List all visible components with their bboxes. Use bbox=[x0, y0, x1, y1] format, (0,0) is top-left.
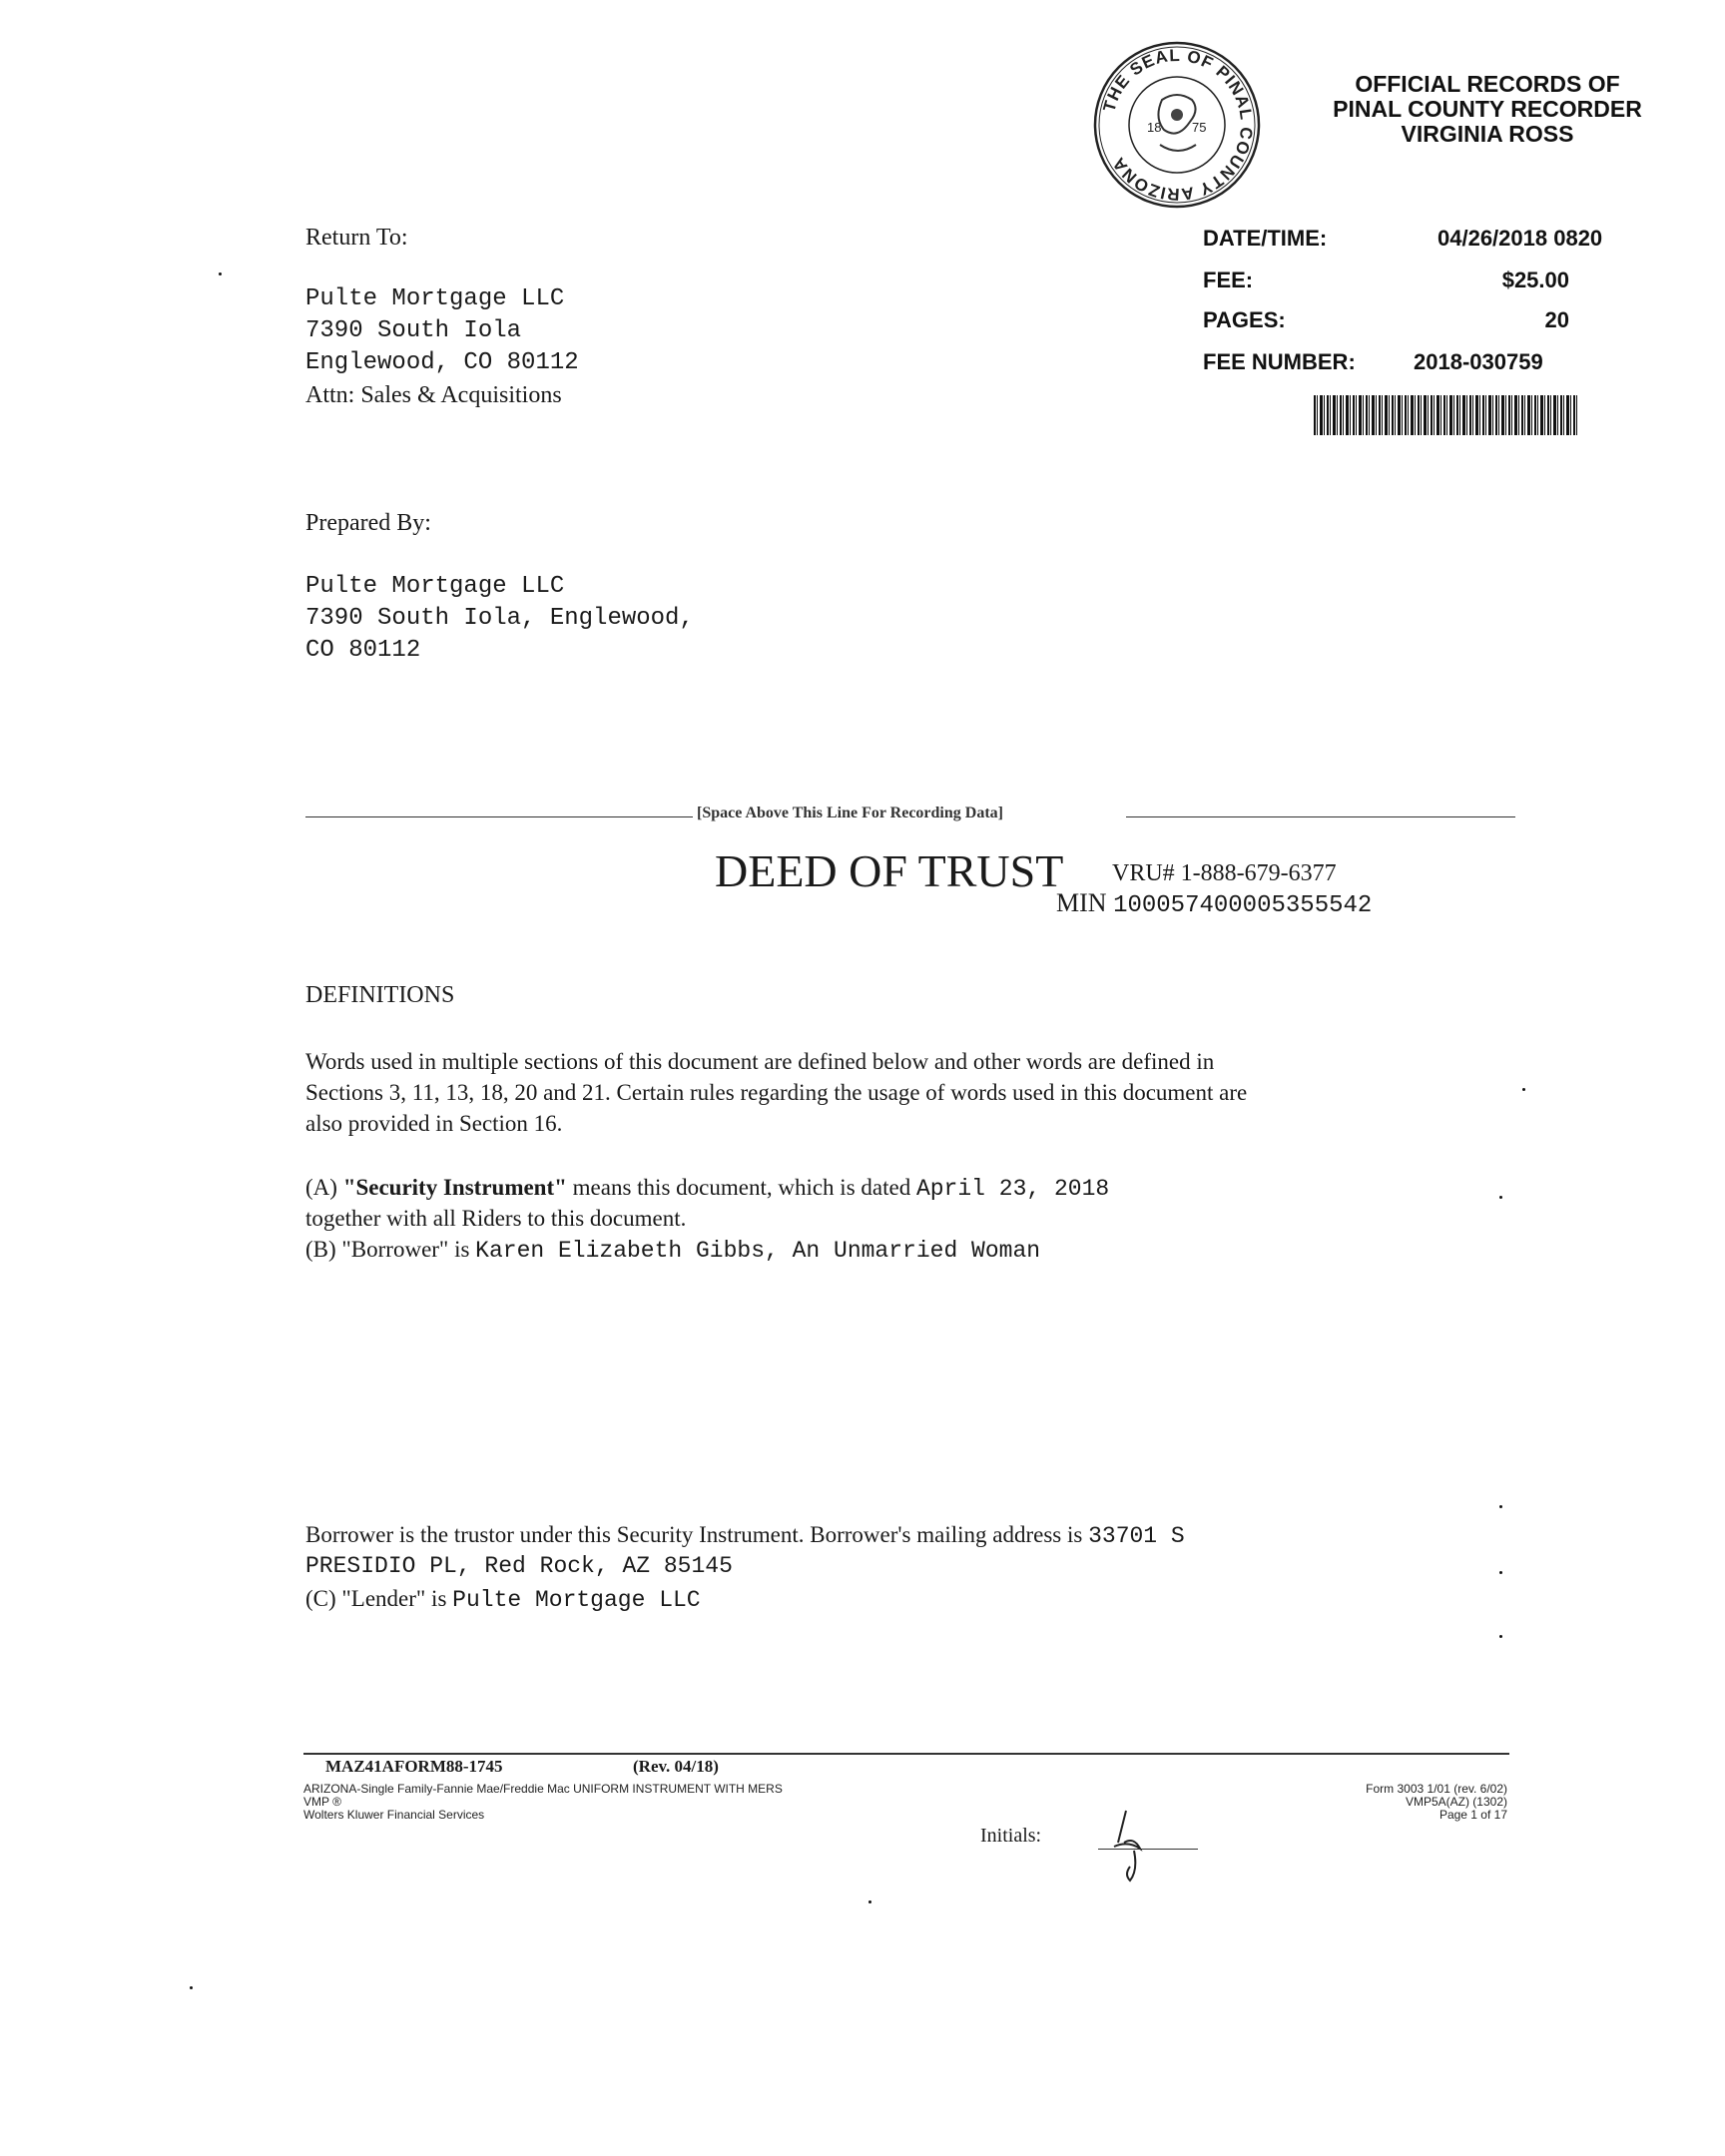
pages-value: 20 bbox=[1544, 307, 1569, 332]
scan-speck bbox=[1499, 1571, 1502, 1574]
footer-right-line-2: VMP5A(AZ) (1302) bbox=[1405, 1795, 1507, 1809]
deed-title: DEED OF TRUST bbox=[715, 845, 1064, 896]
barcode bbox=[1314, 395, 1577, 435]
recording-line-left bbox=[305, 816, 693, 817]
recording-line-right bbox=[1126, 816, 1515, 817]
recorder-title-line-3: VIRGINIA ROSS bbox=[1401, 121, 1574, 147]
scan-speck bbox=[868, 1900, 871, 1903]
definition-a-term: "Security Instrument" bbox=[342, 1175, 567, 1200]
datetime-value: 04/26/2018 0820 bbox=[1438, 226, 1603, 251]
definition-a-line-2: together with all Riders to this document. bbox=[305, 1206, 687, 1231]
definition-c-prefix: (C) "Lender" is bbox=[305, 1586, 453, 1611]
recorder-title-line-1: OFFICIAL RECORDS OF bbox=[1355, 71, 1620, 97]
county-seal bbox=[1092, 40, 1262, 210]
definition-b-prefix: (B) "Borrower" is bbox=[305, 1237, 476, 1262]
definitions-heading: DEFINITIONS bbox=[305, 982, 455, 1008]
trustor-text: Borrower is the trustor under this Security Instrument. Borrower's mailing address is bbox=[305, 1522, 1089, 1547]
prepared-by-line-1: Pulte Mortgage LLC bbox=[305, 573, 565, 600]
footer-line-1: ARIZONA-Single Family-Fannie Mae/Freddie Mac UNIFORM INSTRUMENT WITH MERS bbox=[303, 1782, 783, 1796]
min-line bbox=[1056, 888, 1372, 919]
trustor-address-1: 33701 S bbox=[1088, 1523, 1185, 1549]
footer-rev: (Rev. 04/18) bbox=[633, 1757, 719, 1776]
definition-a-prefix: (A) bbox=[305, 1175, 343, 1200]
footer-line-2: VMP ® bbox=[303, 1795, 341, 1809]
scan-speck bbox=[190, 1986, 193, 1989]
fee-label: FEE: bbox=[1203, 268, 1254, 292]
trustor-statement bbox=[305, 1519, 1185, 1552]
definition-a-date: April 23, 2018 bbox=[915, 1176, 1110, 1202]
scan-speck bbox=[1499, 1505, 1502, 1508]
seal-text: THE SEAL OF PINAL COUNTY ARIZONA bbox=[1099, 45, 1257, 205]
min-value: 100057400005355542 bbox=[1113, 892, 1373, 919]
definitions-intro-line-1: Words used in multiple sections of this document are defined below and other words are defined in bbox=[305, 1049, 1215, 1074]
scan-speck bbox=[219, 272, 222, 275]
scan-speck bbox=[1522, 1088, 1525, 1091]
borrower-name: Karen Elizabeth Gibbs, An Unmarried Woman bbox=[475, 1238, 1041, 1264]
recorder-title-line-2: PINAL COUNTY RECORDER bbox=[1333, 96, 1642, 122]
footer-line-3: Wolters Kluwer Financial Services bbox=[303, 1808, 485, 1822]
datetime-label: DATE/TIME: bbox=[1203, 226, 1328, 251]
lender-name: Pulte Mortgage LLC bbox=[452, 1587, 701, 1613]
seal-year-left: 18 bbox=[1147, 120, 1162, 135]
footer-form-code: MAZ41AFORM88-1745 bbox=[325, 1757, 503, 1776]
prepared-by-line-2: 7390 South Iola, Englewood, bbox=[305, 605, 694, 632]
recorder-title bbox=[1268, 72, 1707, 147]
pages-label: PAGES: bbox=[1203, 307, 1286, 332]
return-to-line-2: 7390 South Iola bbox=[305, 317, 522, 344]
footer-rule bbox=[303, 1753, 1509, 1755]
fee-value: $25.00 bbox=[1501, 268, 1569, 292]
initials-label: Initials: bbox=[980, 1825, 1042, 1847]
return-to-line-1: Pulte Mortgage LLC bbox=[305, 285, 565, 312]
fee-number-value: 2018-030759 bbox=[1414, 349, 1543, 374]
vru-number: VRU# 1-888-679-6377 bbox=[1112, 860, 1337, 886]
min-label: MIN bbox=[1056, 888, 1107, 917]
trustor-address-2: PRESIDIO PL, Red Rock, AZ 85145 bbox=[305, 1553, 733, 1579]
scan-speck bbox=[1499, 1196, 1502, 1199]
definition-b bbox=[305, 1234, 1040, 1267]
fee-number-label: FEE NUMBER: bbox=[1203, 349, 1356, 374]
definitions-intro-line-2: Sections 3, 11, 13, 18, 20 and 21. Certain rules regarding the usage of words used in this document are bbox=[305, 1080, 1248, 1105]
prepared-by-label: Prepared By: bbox=[305, 510, 431, 536]
return-to-line-3: Englewood, CO 80112 bbox=[305, 349, 579, 376]
return-to-label: Return To: bbox=[305, 225, 408, 251]
footer-right-line-3: Page 1 of 17 bbox=[1438, 1808, 1507, 1822]
definition-a bbox=[305, 1172, 1109, 1205]
definitions-intro-line-3: also provided in Section 16. bbox=[305, 1111, 563, 1136]
recording-data-label: [Space Above This Line For Recording Data] bbox=[697, 805, 1003, 821]
definition-a-text: means this document, which is dated bbox=[566, 1175, 916, 1200]
svg-text:THE SEAL OF PINAL COUNTY ARIZO bbox=[1099, 46, 1256, 204]
initials-signature bbox=[1106, 1803, 1166, 1885]
definition-c bbox=[305, 1583, 701, 1616]
prepared-by-line-3: CO 80112 bbox=[305, 637, 421, 664]
scan-speck bbox=[1499, 1635, 1502, 1638]
return-to-attn: Attn: Sales & Acquisitions bbox=[305, 382, 562, 408]
footer-right-line-1: Form 3003 1/01 (rev. 6/02) bbox=[1366, 1782, 1507, 1796]
seal-year-right: 75 bbox=[1192, 120, 1207, 135]
